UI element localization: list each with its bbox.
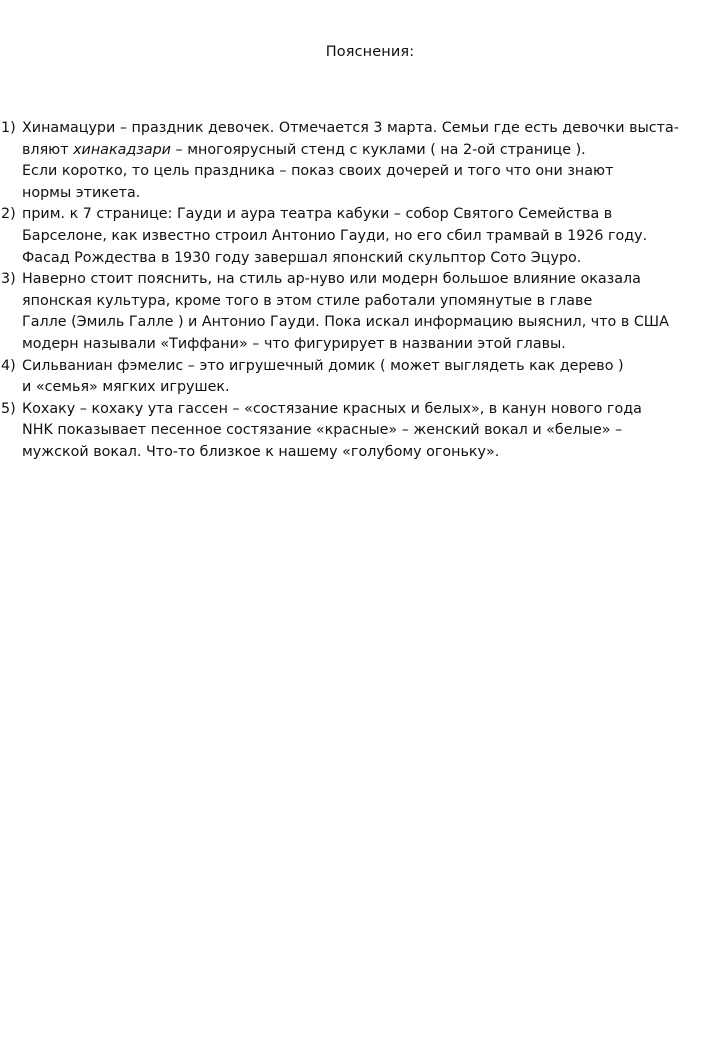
note-2 [0,204,712,269]
note-line: мужской вокал. Что-то близкое к нашему «голубому огоньку». [22,443,500,460]
note-number: 3) [1,271,16,288]
note-number: 2) [1,206,16,223]
page-title: Пояснения: [325,44,415,60]
note-text: – многоярусный стенд с куклами ( на 2-ой странице ). [170,141,586,158]
note-number: 5) [1,400,16,417]
note-line: Фасад Рождества в 1930 году завершал японский скульптор Сото Эцуро. [22,249,582,266]
note-line: NHK показывает песенное состязание «красные» – женский вокал и «белые» – [22,422,623,439]
note-4 [0,356,712,399]
note-term-italic: хинакадзари [73,141,171,158]
note-line: японская культура, кроме того в этом стиле работали упомянутые в главе [22,292,593,309]
note-line: Если коротко, то цель праздника – показ своих дочерей и того что они знают [22,163,614,180]
note-number: 1) [1,120,16,136]
note-line: Сильваниан фэмелис – это игрушечный домик ( может выглядеть как дерево ) [22,357,624,374]
note-line: модерн называли «Тиффани» – что фигурирует в названии этой главы. [22,335,566,352]
note-line: Хинамацури – праздник девочек. Отмечается 3 марта. Семьи где есть девочки выста- [22,120,679,136]
note-line: нормы этикета. [22,184,141,201]
note-line: Кохаку – кохаку ута гассен – «состязание красных и белых», в канун нового года [22,400,642,417]
note-line: прим. к 7 странице: Гауди и аура театра кабуки – собор Святого Семейства в [22,206,613,223]
note-1 [0,118,712,204]
note-line: Наверно стоит пояснить, на стиль ар-нуво или модерн большое влияние оказала [22,271,641,288]
notes-list [0,118,712,464]
note-line: и «семья» мягких игрушек. [22,379,230,396]
note-line: Галле (Эмиль Галле ) и Антонио Гауди. Пока искал информацию выяснил, что в США [22,314,669,331]
note-line [22,140,712,162]
note-5 [0,399,712,464]
note-number: 4) [1,357,16,374]
note-text: вляют [22,141,74,158]
note-line: Барселоне, как известно строил Антонио Гауди, но его сбил трамвай в 1926 году. [22,227,648,244]
note-3 [0,269,712,355]
